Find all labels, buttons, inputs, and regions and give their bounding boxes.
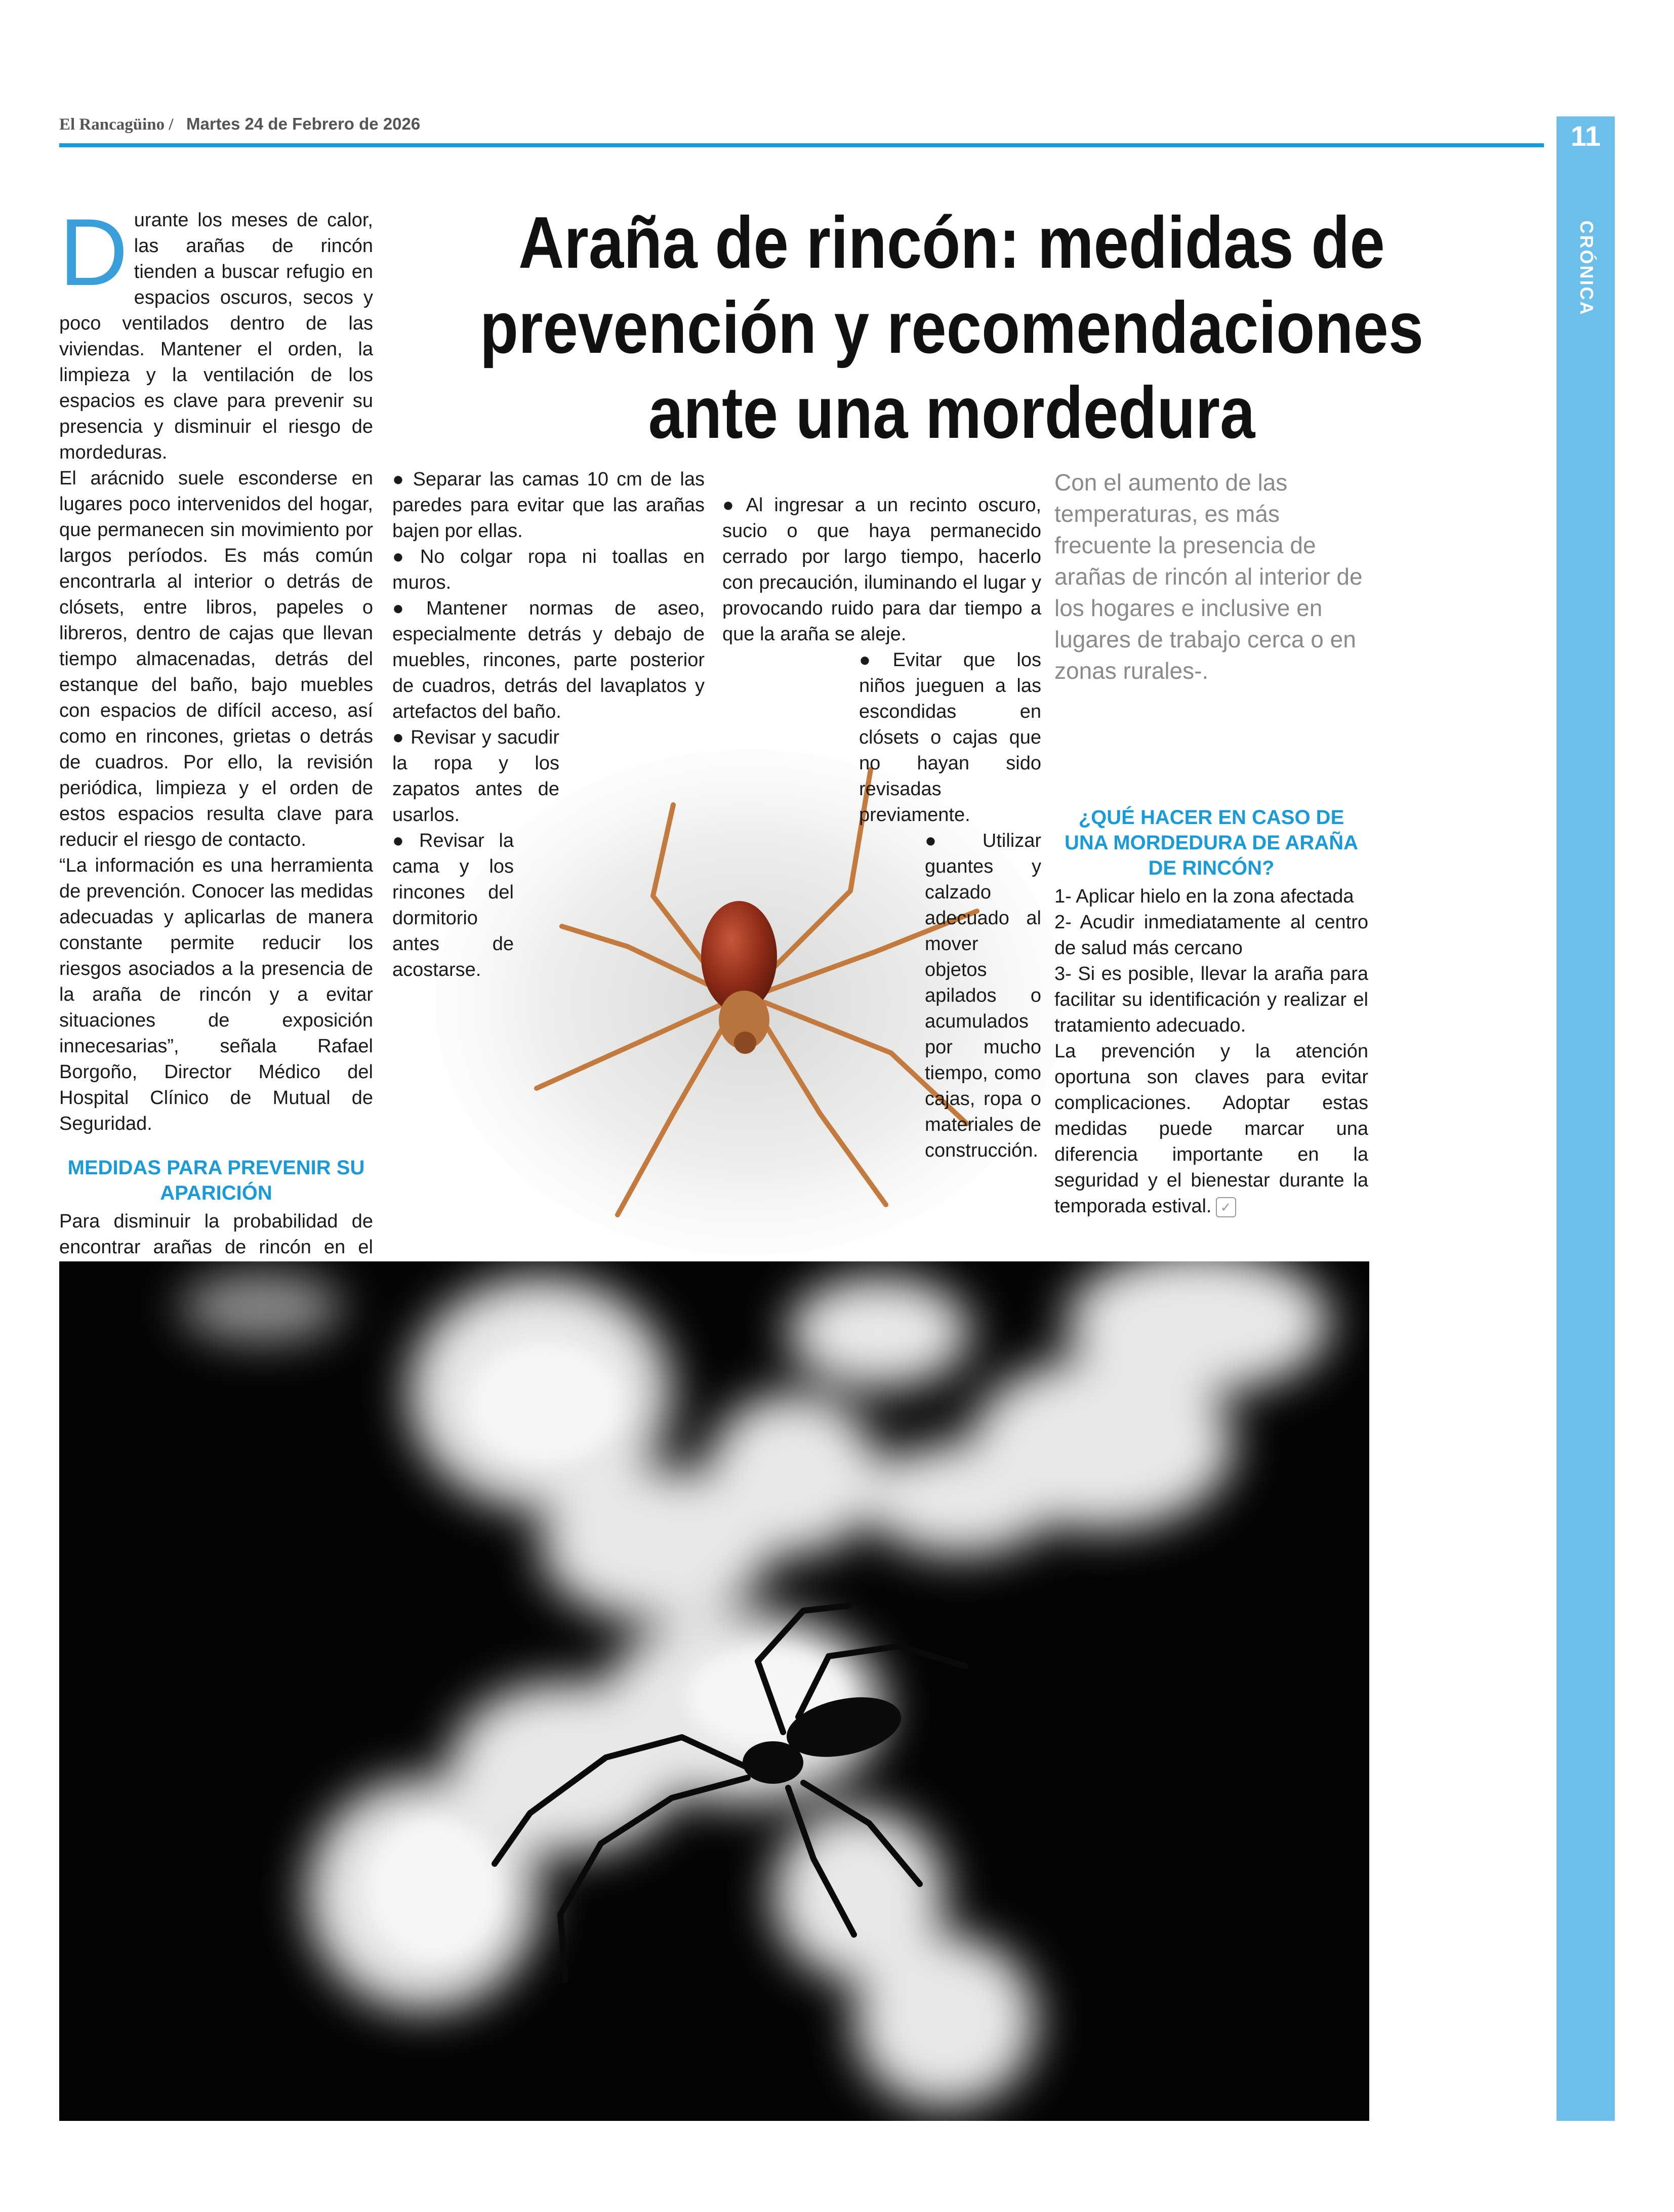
bullet-item: ● No colgar ropa ni toallas en muros. [392,544,705,596]
subheading-prevention: MEDIDAS PARA PREVENIR SU APARICIÓN [67,1157,365,1204]
step-2: 2- Acudir inmediatamente al centro de salud más cercano [1054,912,1368,959]
column-1 [59,199,373,1286]
title-line-1: Araña de rincón: medidas de [518,201,1385,283]
step-1: 1- Aplicar hielo en la zona afectada [1054,886,1354,907]
bullet-item: ● Mantener normas de aseo, especialmente detrás y debajo de muebles, rincones, parte posterior de cuadros, detrás del lavaplatos y artefactos del baño. [392,596,705,725]
section-label [1569,210,1604,326]
issue-date: Martes 24 de Febrero de 2026 [186,114,421,133]
paragraph: El arácnido suele esconderse en lugares poco intervenidos del hogar, que permanecen sin movimiento por largos períodos. Es más común encontrarla al interior o detrás de clósets, entre libros, papeles o libreros, dentro de cajas que llevan tiempo almacenadas, detrás del estanque del baño, bajo muebles con espacios de difícil acceso, así como en rincones, grietas o detrás de cuadros. Por ello, la revisión periódica, limpieza y el orden de estos espacios resulta clave para reducir el riesgo de contacto. [59,468,373,850]
column-3 [722,493,1041,1164]
section-label-text: CRÓNICA [1576,220,1597,316]
title-line-2: prevención y recomendaciones [479,286,1424,368]
bullet-item: ● Revisar la cama y los rincones del dormitorio antes de acostarse. [392,828,514,983]
pull-quote: Con el aumento de las temperaturas, es más frecuente la presencia de arañas de rincón al interior de los hogares e inclusive en lugares de trabajo cerca o en zonas rurales-. [1054,469,1363,684]
end-mark-icon: ✓ [1216,1197,1236,1217]
quote-paragraph: “La información es una herramienta de prevención. Conocer las medidas adecuadas y aplicarlas de manera constante permite reducir los riesgos asociados a la presencia de la araña de rincón y a evitar situaciones de exposición innecesarias”, señala Rafael Borgoño, Director Médico del Hospital Clínico de Mutual de Seguridad. [59,855,373,1134]
header-rule [59,143,1544,147]
bullet-item: ● Revisar y sacudir la ropa y los zapatos antes de usarlos. [392,725,559,828]
column-2 [392,467,705,983]
step-3: 3- Si es posible, llevar la araña para facilitar su identificación y realizar el tratamiento adecuado. [1054,963,1368,1036]
title-line-3: ante una mordedura [648,372,1255,454]
lead-paragraph: Durante los meses de calor, las arañas de rincón tienden a buscar refugio en espacios oscuros, secos y poco ventilados dentro de las viviendas. Mantener el orden, la limpieza y la ventilación de los espacios es clave para prevenir su presencia y disminuir el riesgo de mordeduras. [59,199,373,463]
article-title [468,200,1435,455]
newspaper-name: El Rancagüino / [59,115,174,134]
spider-photo-bottom [59,1261,1369,2121]
bullet-item: ● Evitar que los niños jueguen a las escondidas en clósets o cajas que no hayan sido revisadas previamente. [859,647,1041,828]
closing-paragraph: La prevención y la atención oportuna son claves para evitar complicaciones. Adoptar estas medidas puede marcar una diferencia importante en la seguridad y el bienestar durante la temporada estival. ✓ [1054,1041,1368,1217]
paragraph: Para disminuir la probabilidad de encontrar arañas de rincón en el [59,1211,373,1258]
column-4 [1054,805,1368,1219]
drop-cap: D [59,199,128,305]
section-sidebar [1557,116,1615,2121]
subheading-bite: ¿QUÉ HACER EN CASO DE UNA MORDEDURA DE ARAÑA DE RINCÓN? [1065,806,1358,879]
bullet-item: ● Separar las camas 10 cm de las paredes para evitar que las arañas bajen por ellas. [392,467,705,544]
bullet-item: ● Utilizar guantes y calzado adecuado al mover objetos apilados o acumulados por mucho tiempo, como cajas, ropa o materiales de construcción. [925,828,1041,1164]
page-number: 11 [1570,120,1601,152]
bullet-item: ● Al ingresar a un recinto oscuro, sucio o que haya permanecido cerrado por largo tiempo, hacerlo con precaución, iluminando el lugar y provocando ruido para dar tiempo a que la araña se aleje. [722,493,1041,647]
